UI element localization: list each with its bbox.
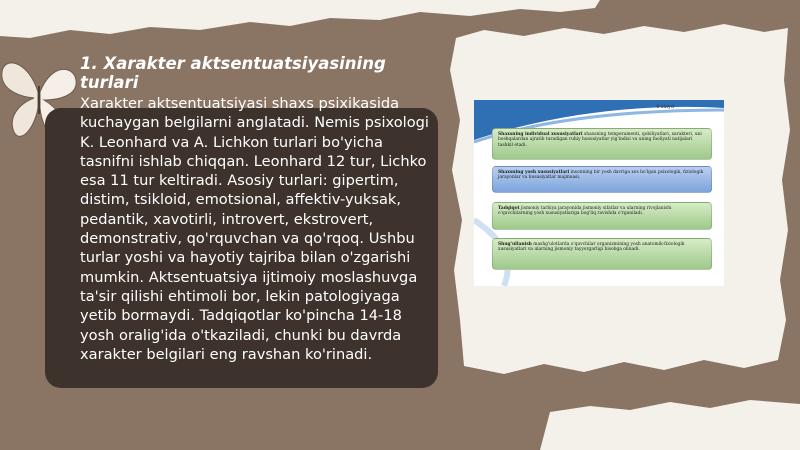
document-box-text: mashg'ulotlarda o'quvchilar organizmining yosh anatomik-fiziologik xususiyatlari va ularning jismoniy tayyorgarligi hisobga olinadi. [498,242,685,253]
document-box-text: jismoniy tarbiya jarayonida jismoniy sifatlar va ularning rivojlanishi o'quvchilarning yosh xususiyatlariga bog'liq ravishda o'rganiladi. [498,206,672,217]
slide-title: 1. Xarakter aktsentuatsiyasining turlari [80,54,386,92]
slide-body-text: Xarakter aktsentuatsiyasi shaxs psixikasida kuchaygan belgilarni anglatadi. Nemis psixologi K. Leonhard va A. Lichkon turlari bo'yicha tasnifni ishlab chiqqan. Leonhard 12 tur, Lichko esa 11 tur keltiradi. Asosiy turlari: gipertim, distim, tsikloid, emotsional, affektiv-yuksak, pedantik, xavotirli, introvert, ekstrovert, demonstrativ, qo'rquvchan va qo'rqoq. Ushbu turlar yoshi va hayotiy tajriba bilan o'zgarishi mumkin. Aktsentuatsiya ijtimoiy moslashuvga ta'sir qilishi ehtimoli bor, lekin patologiyaga yetib bormaydi. Tadqiqotlar ko'pincha 14-18 yosh oralig'ida o'tkaziladi, chunki bu davrda xarakter belgilari eng ravshan ko'rinadi. [80,95,429,363]
document-box-4 [492,238,712,270]
document-box-2 [492,166,712,193]
document-box-lead: Tadqiqot [498,206,520,211]
document-box-text: shaxsning temperamenti, qobiliyatlari, xarakteri, uni boshqalardan ajratib turadigan ruhiy hususiyatlar yig'indisi va uning faoliyati natijalari tashkil etadi. [498,132,702,148]
document-box-lead: Shaxsning individual xususiyatlari [498,132,583,137]
document-box-3 [492,202,712,230]
document-box-lead: Shug'ullanish [498,242,532,247]
document-box-text: insonning bir yosh davriga xos bo'lgan psixologik, fiziologik jarayonlar va hususiyatlar majmuasi. [498,170,704,181]
torn-paper-strip [540,398,800,450]
document-box-lead: Shaxsning yosh xususiyatlari [498,170,570,175]
document-header: 4-slayd [656,104,675,110]
document-box-1 [492,128,712,160]
